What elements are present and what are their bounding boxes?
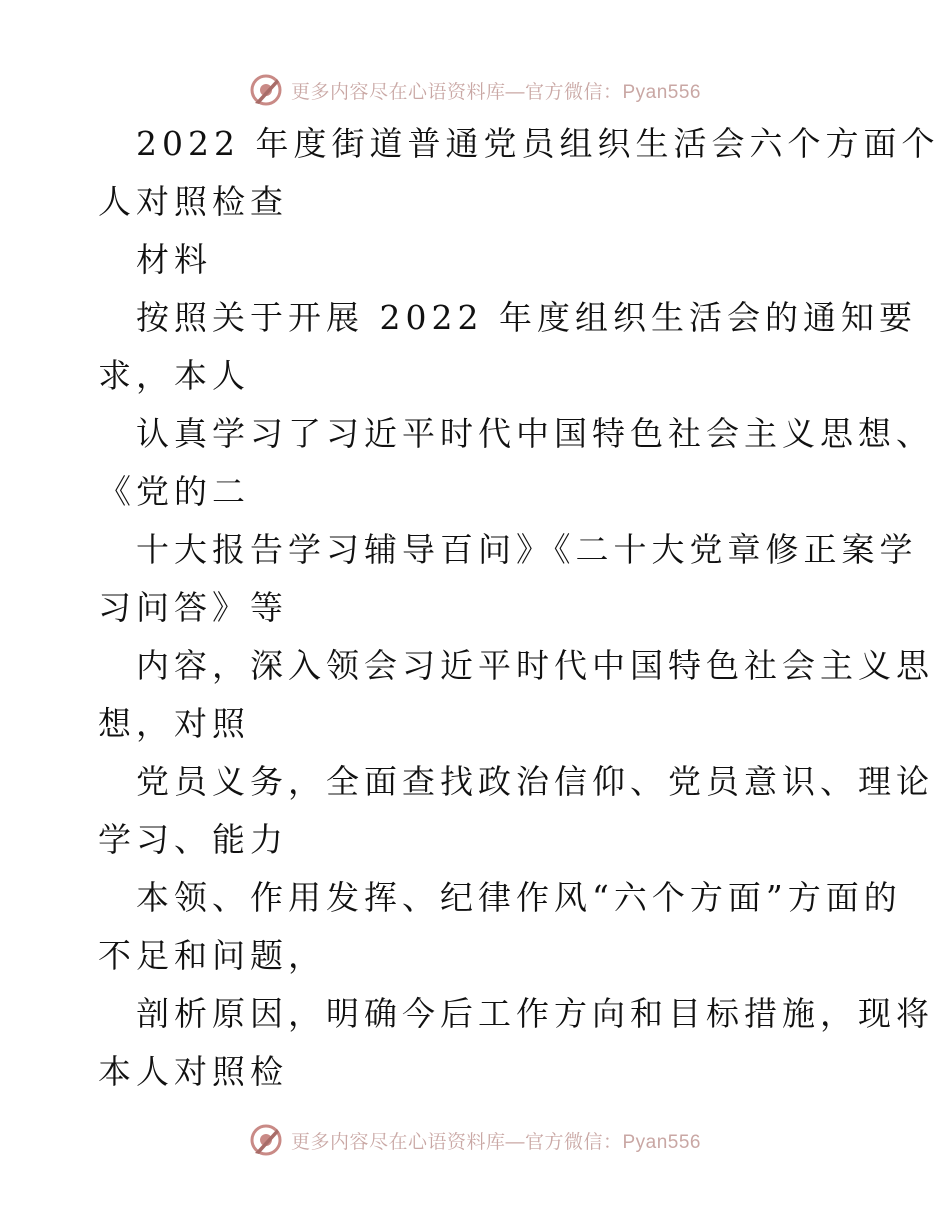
quill-logo-icon	[249, 1123, 283, 1157]
header-watermark-text: 更多内容尽在心语资料库—官方微信：Pyan556	[290, 81, 701, 103]
title-line-1: 2022 年度街道普通党员组织生活会六个方面个	[136, 124, 940, 163]
document-body	[98, 115, 940, 1101]
body-line: 学习、能力	[98, 820, 288, 859]
footer-watermark-text: 更多内容尽在心语资料库—官方微信：Pyan556	[290, 1131, 701, 1153]
quill-logo-icon	[249, 73, 283, 107]
body-line: 《党的二	[98, 472, 250, 511]
body-line: 党员义务，全面查找政治信仰、党员意识、理论	[136, 762, 934, 801]
body-line: 十大报告学习辅导百问》《二十大党章修正案学	[136, 530, 918, 569]
body-line: 不足和问题，	[98, 936, 326, 975]
title-line-3: 材料	[136, 240, 212, 279]
body-line: 按照关于开展 2022 年度组织生活会的通知要	[136, 298, 917, 337]
header-watermark	[0, 70, 950, 110]
body-line: 内容，深入领会习近平时代中国特色社会主义思	[136, 646, 934, 685]
title-line-2: 人对照检查	[98, 182, 288, 221]
body-line: 剖析原因，明确今后工作方向和目标措施，现将	[136, 994, 934, 1033]
body-line: 本领、作用发挥、纪律作风“六个方面”方面的	[136, 878, 902, 917]
body-line: 想，对照	[98, 704, 250, 743]
body-line: 习问答》等	[98, 588, 288, 627]
body-line: 求，本人	[98, 356, 250, 395]
body-line: 认真学习了习近平时代中国特色社会主义思想、	[136, 414, 934, 453]
footer-watermark	[0, 1120, 950, 1160]
body-line: 本人对照检	[98, 1052, 288, 1091]
